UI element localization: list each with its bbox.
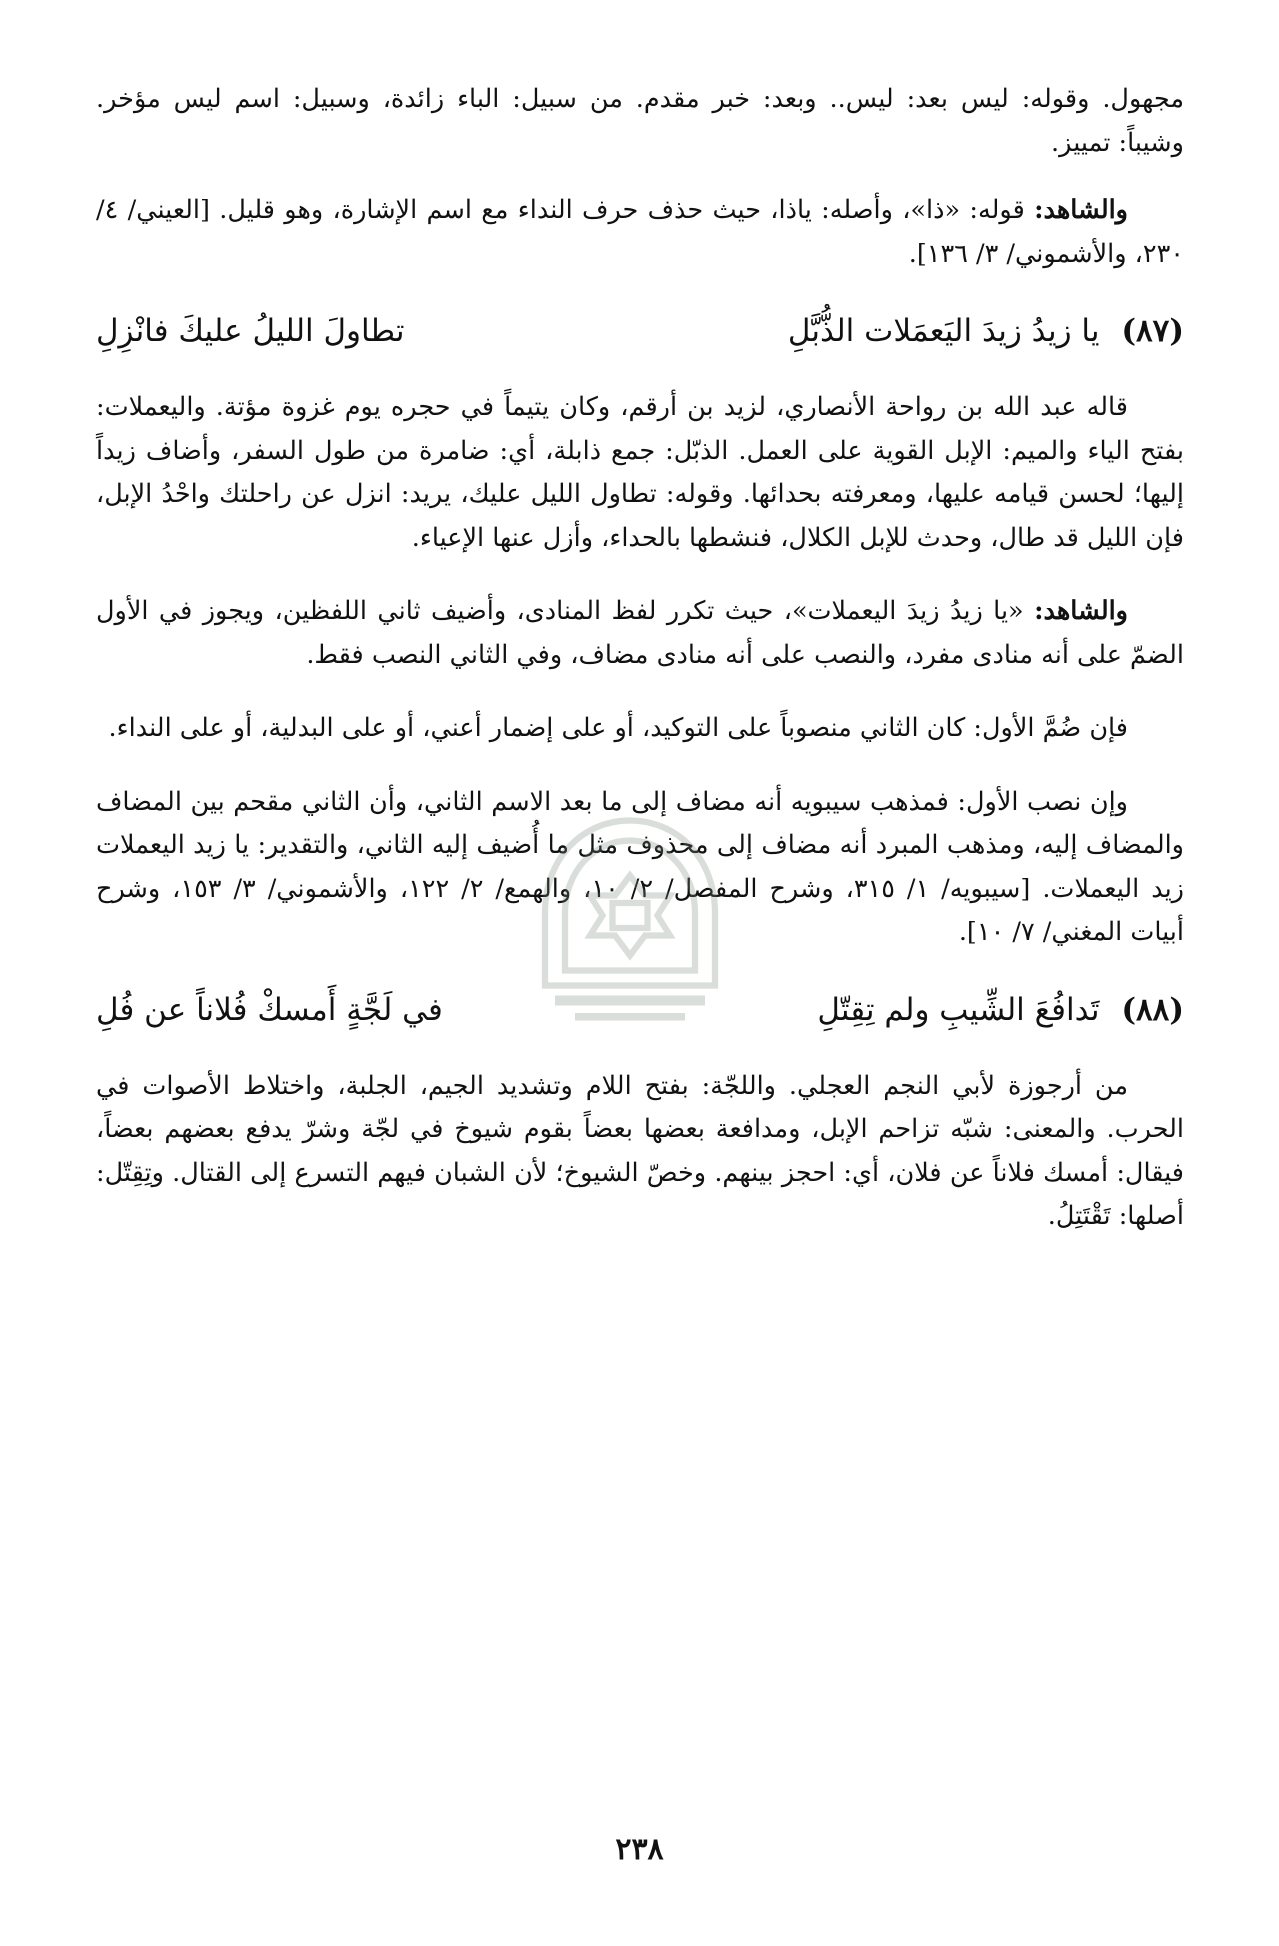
- paragraph-grammar-analysis: مجهول. وقوله: ليس بعد: ليس.. وبعد: خبر مقدم. من سبيل: الباء زائدة، وسبيل: اسم ليس مؤخر. وشيباً: تمييز.: [96, 84, 1184, 158]
- paragraph-verse87-commentary: قاله عبد الله بن رواحة الأنصاري، لزيد بن أرقم، وكان يتيماً في حجره يوم غزوة مؤتة. واليعملات: بفتح الياء والميم: الإبل القوية على العمل. الذبّل: جمع ذابلة، أي: ضامرة من طول السفر، وأضاف زيداً إليها؛ لحسن قيامه عليها، ومعرفته بحدائها. وقوله: تطاول الليل عليك، يريد: انزل عن راحلتك واحْدُ الإبل، فإن الليل قد طال، وحدث للإبل الكلال، فنشطها بالحداء، وأزل عنها الإعياء.: [96, 392, 1184, 553]
- paragraph-evidence-2: [96, 590, 1184, 677]
- verse-87: [96, 300, 1184, 362]
- evidence-label: والشاهد:: [1034, 195, 1128, 225]
- page-body: [96, 78, 1184, 1239]
- paragraph-first-nasb: وإن نصب الأول: فمذهب سيبويه أنه مضاف إلى ما بعد الاسم الثاني، وأن الثاني مقحم بين المضاف والمضاف إليه، ومذهب المبرد أنه مضاف إلى محذوف مثل ما أُضيف إليه الثاني، والتقدير: يا زيد اليعملات زيد اليعملات. [سيبويه/ ١/ ٣١٥، وشرح المفصل/ ٢/ ١٠، والهمع/ ٢/ ١٢٢، والأشموني/ ٣/ ١٥٣، وشرح أبيات المغني/ ٧/ ١٠].: [96, 786, 1184, 947]
- paragraph-evidence-1: [96, 189, 1184, 276]
- verse-hemistich-second: في لَجَّةٍ أَمسكْ فُلاناً عن فُلِ: [96, 991, 443, 1028]
- verse-number: (٨٨): [1121, 991, 1184, 1028]
- verse-hemistich-second: تطاولَ الليلُ عليكَ فانْزِلِ: [96, 313, 405, 349]
- verse-88: [96, 979, 1184, 1041]
- evidence-text: «يا زيدُ زيدَ اليعملات»، حيث تكرر لفظ المنادى، وأضيف ثاني اللفظين، ويجوز في الأول الضمّ على أنه منادى مفرد، والنصب على أنه منادى مضاف، وفي الثاني النصب فقط.: [96, 596, 1184, 670]
- page-number: ٢٣٨: [615, 1832, 664, 1867]
- paragraph-verse88-commentary: من أرجوزة لأبي النجم العجلي. واللجّة: بفتح اللام وتشديد الجيم، الجلبة، واختلاط الأصوات في الحرب. والمعنى: شبّه تزاحم الإبل، ومدافعة بعضها بعضاً بقوم شيوخ في لجّة وشرّ يدفع بعضهم بعضاً، فيقال: أمسك فلاناً عن فلان، أي: احجز بينهم. وخصّ الشيوخ؛ لأن الشبان فيهم التسرع إلى القتال. وتِقِتّل: أصلها: تَقْتَتِلُ.: [96, 1070, 1184, 1231]
- paragraph-first-damma: فإن ضُمَّ الأول: كان الثاني منصوباً على التوكيد، أو على إضمار أعني، أو على البدلية، أو على النداء.: [108, 713, 1128, 743]
- verse-hemistich-first: يا زيدُ زيدَ اليَعمَلات الذُّبَّلِ: [787, 313, 1100, 349]
- verse-hemistich-first: تَدافُعَ الشِّيبِ ولم تِقِتّلِ: [817, 991, 1100, 1028]
- evidence-text: قوله: «ذا»، وأصله: ياذا، حيث حذف حرف النداء مع اسم الإشارة، وهو قليل. [العيني/ ٤/ ٢٣٠، والأشموني/ ٣/ ١٣٦].: [96, 195, 1184, 269]
- evidence-label: والشاهد:: [1034, 596, 1128, 626]
- verse-number: (٨٧): [1121, 313, 1184, 349]
